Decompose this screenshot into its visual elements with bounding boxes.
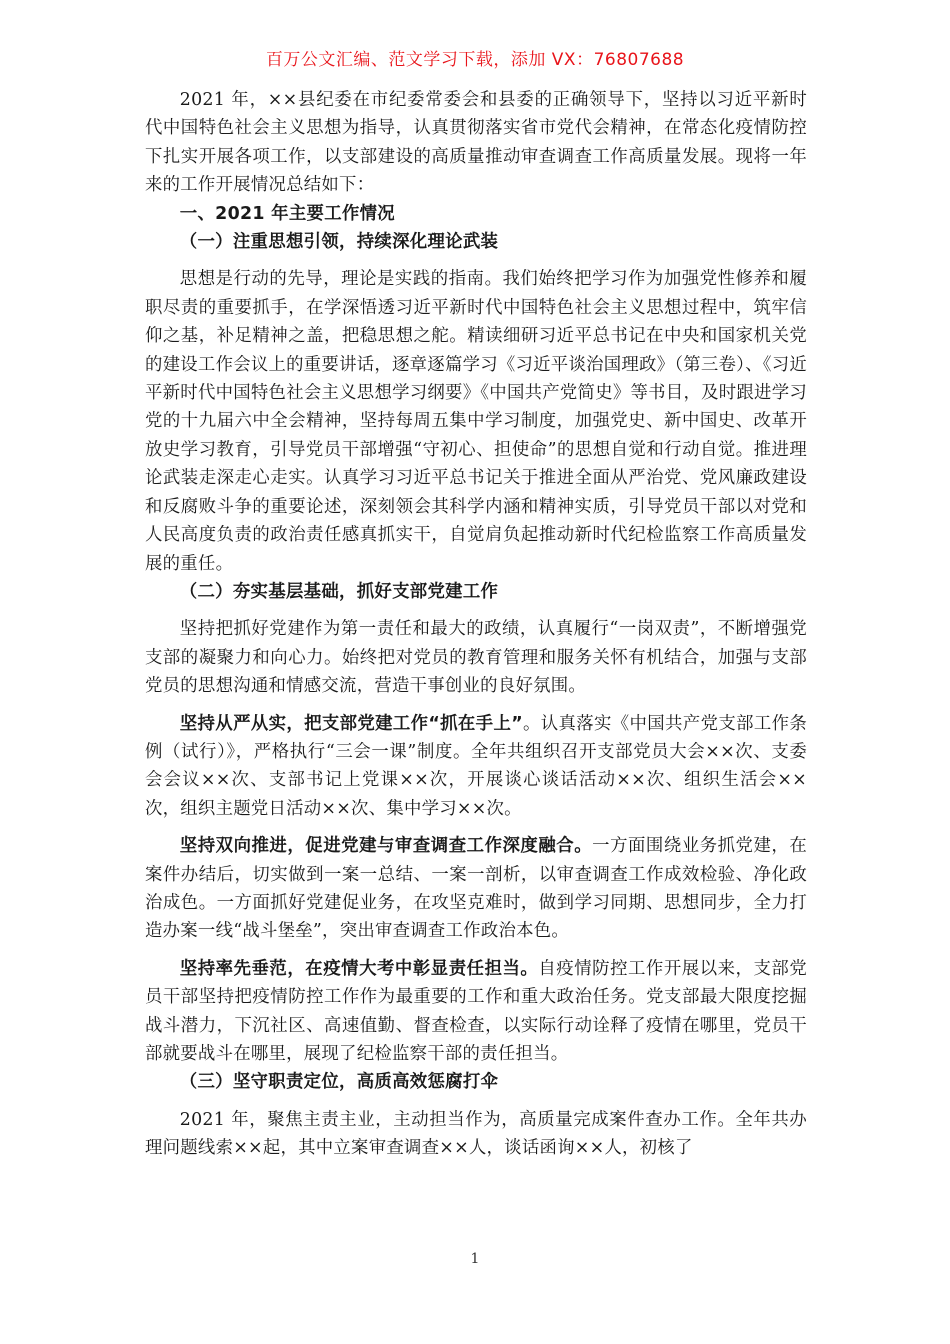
subsection-heading-1: （一）注重思想引领，持续深化理论武装 [179,232,499,253]
point-2-lead: 坚持双向推进，促进党建与审查调查工作深度融合。 [179,836,593,857]
subsection-heading-2: （二）夯实基层基础，抓好支部党建工作 [179,581,499,602]
subsection-1-paragraph: 思想是行动的先导，理论是实践的指南。我们始终把学习作为加强党性修养和履职尽责的重要抓手，在学深悟透习近平新时代中国特色社会主义思想过程中，筑牢信仰之基，补足精神之盖，把稳思想之舵。精读细研习近平总书记在中央和国家机关党的建设工作会议上的重要讲话，逐章逐篇学习《习近平谈治国理政》（第三卷）、《习近平新时代中国特色社会主义思想学习纲要》《中国共产党简史》等书目，及时跟进学习党的十九届六中全会精神，坚持每周五集中学习制度，加强党史、新中国史、改革开放史学习教育，引导党员干部增强“守初心、担使命”的思想自觉和行动自觉。推进理论武装走深走心走实。认真学习习近平总书记关于推进全面从严治党、党风廉政建设和反腐败斗争的重要论述，深刻领会其科学内涵和精神实质，引导党员干部以对党和人民高度负责的政治责任感真抓实干，自觉肩负起推动新时代纪检监察工作高质量发展的重任。 [145,269,807,574]
point-paragraph-1 [145,710,807,824]
document-body [145,86,807,1163]
section-heading-1: 一、2021 年主要工作情况 [179,203,395,224]
point-paragraph-2 [145,832,807,946]
point-paragraph-3 [145,955,807,1069]
point-3-body: 自疫情防控工作开展以来，支部党员干部坚持把疫情防控工作作为最重要的工作和重大政治任务。党支部最大限度挖掘战斗潜力，下沉社区、高速值勤、督查检查，以实际行动诠释了疫情在哪里，党员干部就要战斗在哪里，展现了纪检监察干部的责任担当。 [145,958,807,1064]
subsection-2-paragraph: 坚持把抓好党建作为第一责任和最大的政绩，认真履行“一岗双责”，不断增强党支部的凝聚力和向心力。始终把对党员的教育管理和服务关怀有机结合，加强与支部党员的思想沟通和情感交流，营造干事创业的良好氛围。 [145,619,807,697]
intro-paragraph: 2021 年，××县纪委在市纪委常委会和县委的正确领导下，坚持以习近平新时代中国特色社会主义思想为指导，认真贯彻落实省市党代会精神，在常态化疫情防控下扎实开展各项工作，以支部建设的高质量推动审查调查工作高质量发展。现将一年来的工作开展情况总结如下： [145,90,807,196]
point-2-body: 一方面围绕业务抓党建，在案件办结后，切实做到一案一总结、一案一剖析，以审查调查工作成效检验、净化政治成色。一方面抓好党建促业务，在攻坚克难时，做到学习同期、思想同步，全力打造办案一线“战斗堡垒”，突出审查调查工作政治本色。 [145,836,807,942]
point-3-lead: 坚持率先垂范，在疫情大考中彰显责任担当。 [179,958,539,979]
subsection-3-paragraph: 2021 年，聚焦主责主业，主动担当作为，高质量完成案件查办工作。全年共办理问题线索××起，其中立案审查调查××人，谈话函询××人，初核了 [145,1109,807,1159]
subsection-heading-3: （三）坚守职责定位，高质高效惩腐打伞 [179,1072,499,1093]
header-banner: 百万公文汇编、范文学习下载，添加 VX：76807688 [265,50,685,70]
point-1-lead: 坚持从严从实，把支部党建工作“抓在手上” [179,713,523,734]
page-number: 1 [470,1251,480,1267]
point-1-body: 。认真落实《中国共产党支部工作条例（试行）》，严格执行“三会一课”制度。全年共组织召开支部党员大会××次、支委会会议××次、支部书记上党课××次，开展谈心谈话活动××次、组织生活会××次，组织主题党日活动××次、集中学习××次。 [145,713,807,819]
